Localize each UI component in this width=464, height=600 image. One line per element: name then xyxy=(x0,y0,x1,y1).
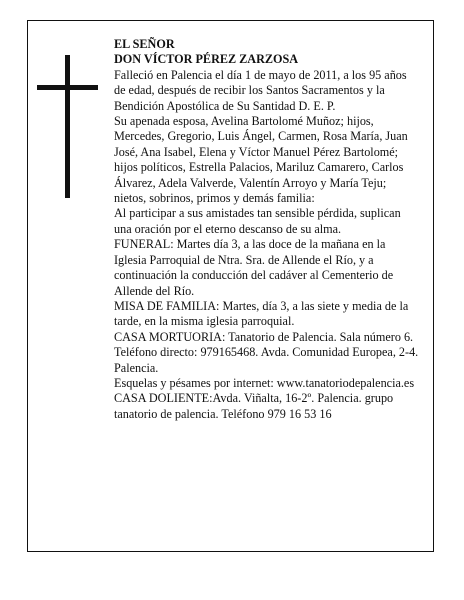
death-notice-paragraph: Falleció en Palencia el día 1 de mayo de 2011, a los 95 años de edad, después de recibir los Santos Sacramentos y la Bendición Apostólica de Su Santidad D. E. P. xyxy=(114,67,407,113)
prayer-paragraph: Al participar a sus amistades tan sensible pérdida, suplican una oración por el eterno descanso de su alma. xyxy=(114,206,401,236)
internet-condolences-paragraph: Esquelas y pésames por internet: www.tanatoriodepalencia.es xyxy=(114,375,415,390)
cross-vertical-bar xyxy=(65,55,70,198)
mortuary-paragraph: CASA MORTUORIA: Tanatorio de Palencia. Sala número 6. Teléfono directo: 979165468. Avda. Comunidad Europea, 2-4. Palencia. xyxy=(114,329,419,375)
deceased-name: DON VÍCTOR PÉREZ ZARZOSA xyxy=(114,52,299,67)
heading-title: EL SEÑOR xyxy=(114,37,175,51)
family-mass-paragraph: MISA DE FAMILIA: Martes, día 3, a las siete y media de la tarde, en la misma iglesia parroquial. xyxy=(114,298,409,329)
obituary-text xyxy=(114,37,419,422)
cross-horizontal-bar xyxy=(37,85,98,90)
mourning-home-paragraph: CASA DOLIENTE:Avda. Viñalta, 16-2º. Palencia. grupo tanatorio de palencia. Teléfono 979 16 53 16 xyxy=(114,391,394,421)
funeral-paragraph: FUNERAL: Martes día 3, a las doce de la mañana en la Iglesia Parroquial de Ntra. Sra. de Allende el Río, y a continuación la conducción del cadáver al Cementerio de Allende del Río. xyxy=(114,237,394,298)
family-paragraph: Su apenada esposa, Avelina Bartolomé Muñoz; hijos, Mercedes, Gregorio, Luis Ángel, Carmen, Rosa María, Juan José, Ana Isabel, Elena y Víctor Manuel Pérez Bartolomé; hijos políticos, Estrella Palacios, Mariluz Camarero, Carlos Álvarez, Adela Valverde, Valentín Arroyo y María Teju; nietos, sobrinos, primos y demás familia: xyxy=(114,114,408,206)
